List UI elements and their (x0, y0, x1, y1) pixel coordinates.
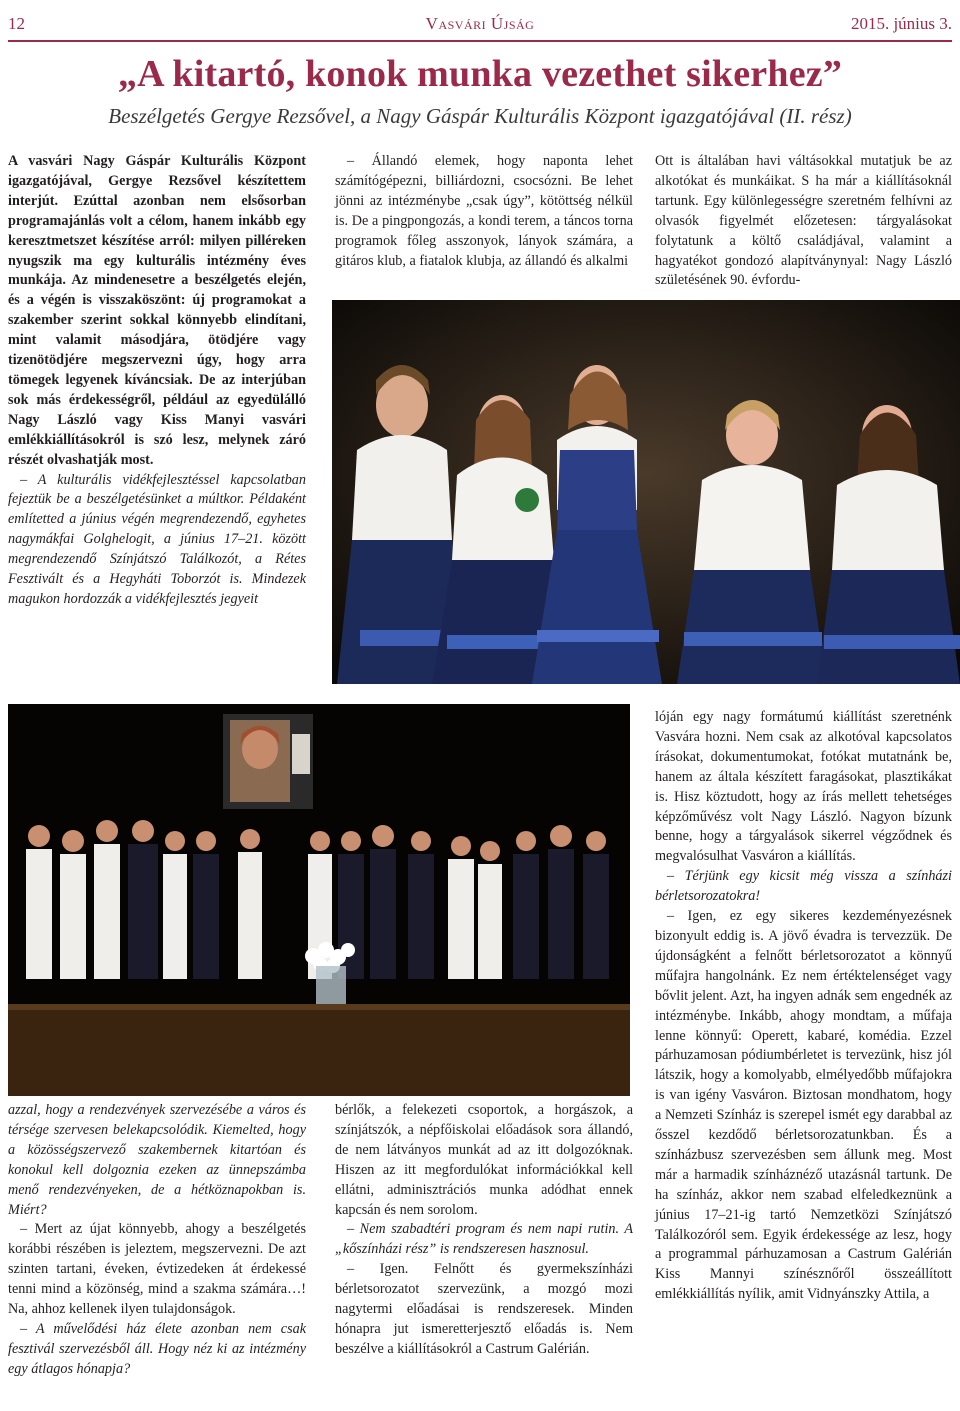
answer-continued: lóján egy nagy formátumú kiállítást szeretnénk Vasvára hozni. Nem csak az alkotóval kapcsolatos írásokat, dokumentumokat, fotókat mutatnánk be, hanem az általa készített faragásokat, plasztikákat is. Hisz köztudott, hogy az írás mellett tehetséges képzőművész volt Nagy László. Nagyon bízunk benne, hogy a tárgyalások sikerrel végződnek és megvalósulhat Vasváron a kiállítás. (655, 709, 952, 865)
answer-paragraph: – Mert az újat könnyebb, ahogy a beszélgetés korábbi részében is jeleztem, megszervezni. De azt szinten tartani, éveken, évtizedeken át érdekessé tenni mind a közönség, mind a szakma számára…! Na, ahhoz kellenek ilyen tulajdonságok. (8, 1221, 306, 1318)
header-rule (8, 40, 952, 42)
column-3-top (655, 152, 952, 292)
photo-girls-image (332, 300, 960, 684)
answer-paragraph: – Állandó elemek, hogy naponta lehet számítógépezni, billiárdozni, csocsózni. Be lehet jönni az intézménybe „csak úgy”, kötöttség nélkül is. De a pingpongozás, a kondi terem, a táncos torna programok főleg asszonyok, lányok számára, a gitáros klub, a fiatalok klubja, az állandó és alkalmi (335, 153, 633, 269)
answer-paragraph: – Igen. Felnőtt és gyermekszínházi bérletsorozatot szervezünk, a mozgó mozi nagytermi előadásai is rendszeresek. Minden hónapra jut ismeretterjesztő előadás is. Nem beszélve a kiállításokról a Castrum Galérián. (335, 1261, 633, 1357)
article-title: „A kitartó, konok munka vezethet sikerhez” (117, 53, 843, 95)
newspaper-name: Vasvári Újság (425, 14, 535, 33)
column-3-bottom (655, 708, 952, 1408)
column-2-top (335, 152, 633, 292)
column-2-bottom (335, 1101, 633, 1406)
question-paragraph: – A kulturális vidékfejlesztéssel kapcsolatban fejeztük be a beszélgetésünket a múltkor. Példaként említetted a június végén megrendezendő, egyhetes nagymákfai Golghelogit, a június 17–21. között megrendezendő Színjátszó Találkozót, a Rétes Fesztivált és a Hegyháti Toborzót is. Mindezek magukon hordozzák a vidékfejlesztés jegyeit (8, 471, 306, 607)
photo-girls-folk-costume (332, 300, 960, 684)
article-subtitle: Beszélgetés Gergye Rezsővel, a Nagy Gáspár Kulturális Központ igazgatójával (II. rész) (108, 104, 852, 128)
question-paragraph: – Térjünk egy kicsit még vissza a színházi bérletsorozatokra! (655, 868, 952, 905)
question-paragraph: – A művelődési ház élete azonban nem csak fesztivál szervezésből áll. Hogy néz ki az intézmény egy átlagos hónapja? (8, 1320, 306, 1377)
issue-date: 2015. június 3. (850, 14, 952, 33)
lead-paragraph: A vasvári Nagy Gáspár Kulturális Központ igazgatójával, Gergye Rezsővel készítettem interjút. Ezúttal azonban nem elsősorban programajánlás volt a célom, hanem inkább egy keresztmetszet készítése arról: milyen pilléreken nyugszik ma egy kulturális intézmény éves munkája. Az mindenesetre a beszélgetés elején, és a végén is visszaköszönt: új programokat a szakember szerint sokkal könnyebb elindítani, mint valamit másodjára, ötödjére vagy tizenötödjére megszervezni úgy, hogy arra tömegek legyenek kíváncsiak. De az interjúban sok más érdekességről, például az egyedülálló Nagy László vagy Kiss Manyi vasvári emlékkiállításokról is szó lesz, melynek záró részét olvashatják most. (8, 153, 306, 468)
page-header (8, 14, 952, 40)
column-1-top (8, 152, 306, 682)
question-continued: azzal, hogy a rendezvények szervezésébe a város és térsége szervesen belekapcsolódik. Kiemelted, hogy a közösségszervező szakembernek kitartóan és konokul kell dolgoznia ezeken az ünnepszámba menő rendezvényeken, de a hétköznapokban is. Miért? (8, 1102, 306, 1218)
answer-continued: bérlők, a felekezeti csoportok, a horgászok, a színjátszók, a népfőiskolai előadások sora állandó, de nem látványos munkát ad az itt dolgozóknak. Hiszen az itt megfordulókat információkkal kell ellátni, adminisztrációs munka adódhat ennek kapcsán és nem sorolom. (335, 1102, 633, 1218)
photo-stage-group (8, 704, 630, 1096)
column-1-bottom (8, 1101, 306, 1406)
answer-paragraph: Ott is általában havi váltásokkal mutatjuk be az alkotókat és munkáikat. S ha már a kiállításoknál tartunk. Egy különlegességre szeretném felhívni az olvasók figyelmét előzetesen: tárgyalásokat folytatunk a költő családjával, valamint a hagyatékot gondozó alapítványnyal: Nagy László születésének 90. évfordu- (655, 153, 952, 289)
photo-stage-image (8, 704, 630, 1096)
question-paragraph: – Nem szabadtéri program és nem napi rutin. A „kőszínházi rész” is rendszeresen hasznosul. (335, 1221, 633, 1258)
answer-paragraph: – Igen, ez egy sikeres kezdeményezésnek bizonyult eddig is. A jövő évadra is tervezzük. De újdonságként a felnőtt bérletsorozatot a könnyű műfajra hangolnánk. Ez nem értéktelenséget vagy bővlit jelent. Azt, ha ingyen adnák sem engednék az intézménybe. Inkább, ahogy mondtam, a műfaja lenne könnyű: Operett, kabaré, komédia. Ezzel párhuzamosan pódiumbérletet is tervezünk, hisz jól látszik, hogy a komolyabb, elmélyedőbb műfajokra is van igény Vasváron. Biztosan mondhatom, hogy a Nemzeti Színház is szerepel ismét egy darabbal az ősszel kezdődő bérletsorozatunkban. És a színházbusz szervezésben sem állunk meg. Most már a harmadik színháznéző utazásnál tartunk. De ha színház, akkor nem szabad elfeledkeznünk a június 17–21-ig tartó Nemzetközi Színjátszó Találkozóról sem. Egyik érdekessége az lesz, hogy a programmal párhuzamosan a Castrum Galérián Kiss Mannyi színésznőről összeállított emlékkiállítás nyílik, amit Vidnyánszky Attila, a (655, 908, 952, 1303)
page-number: 12 (8, 14, 25, 33)
